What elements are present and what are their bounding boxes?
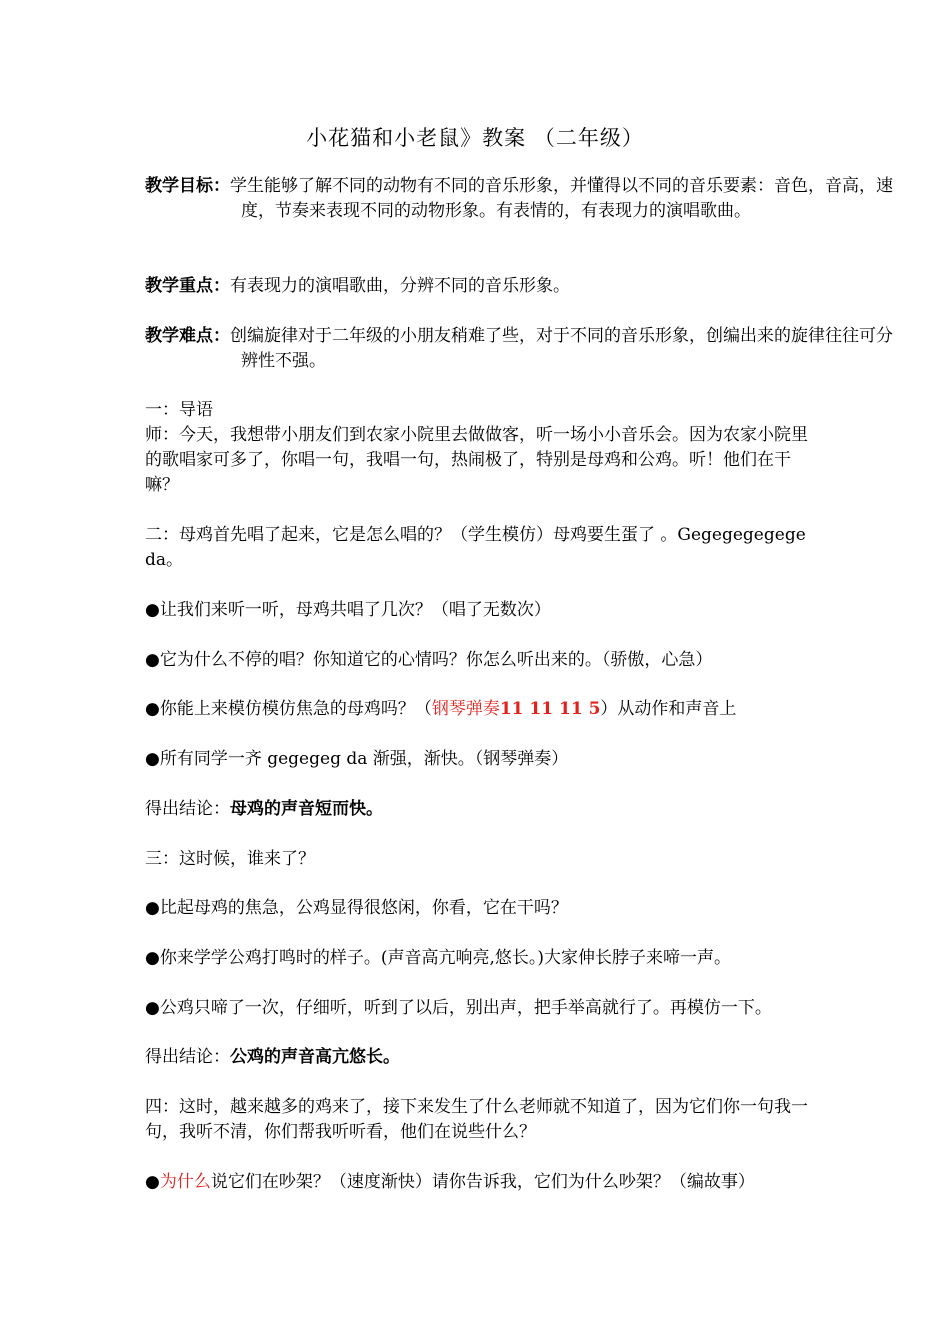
piano-note: 钢琴弹奏: [431, 699, 500, 719]
section-1-text: 师：今天，我想带小朋友们到农家小院里去做做客，听一场小小音乐会。因为农家小院里的歌唱家可多了，你唱一句，我唱一句，热闹极了，特别是母鸡和公鸡。听！他们在干嘛？: [145, 425, 808, 495]
teaching-goal: [145, 174, 906, 224]
section-2-bullet-1: ●让我们来听一听，母鸡共唱了几次？（唱了无数次）: [145, 600, 551, 620]
page-title: 小花猫和小老鼠》教案 （二年级）: [306, 126, 644, 150]
bullet-dot: ●: [145, 1172, 160, 1192]
piano-notes-numbers: 11 11 11 5: [499, 699, 601, 719]
bullet-text: 说它们在吵架？（速度渐快）请你告诉我，它们为什么吵架？（编故事）: [210, 1172, 755, 1192]
conclusion-prefix: 得出结论：: [145, 1047, 230, 1067]
bullet-3-suffix: ）从动作和声音上: [600, 699, 737, 719]
section-1-heading: 一：导语: [145, 400, 213, 420]
section-3-conclusion: [145, 1045, 810, 1070]
teaching-goal-text: 学生能够了解不同的动物有不同的音乐形象，并懂得以不同的音乐要素：音色，音高，速度，节奏来表现不同的动物形象。有表情的，有表现力的演唱歌曲。: [230, 176, 893, 221]
conclusion-prefix: 得出结论：: [145, 799, 230, 819]
key-point-label: 教学重点：: [145, 276, 230, 296]
section-2-bullet-2: ●它为什么不停的唱？你知道它的心情吗？你怎么听出来的。（骄傲，心急）: [145, 650, 713, 670]
section-2-bullet-4: ●所有同学一齐 gegegeg da 渐强，渐快。（钢琴弹奏）: [145, 749, 569, 769]
key-point-text: 有表现力的演唱歌曲，分辨不同的音乐形象。: [230, 276, 570, 296]
highlighted-why: 为什么: [159, 1172, 211, 1192]
bullet-3-prefix: ●你能上来模仿模仿焦急的母鸡吗？（: [145, 699, 432, 719]
section-4-text: 四：这时，越来越多的鸡来了，接下来发生了什么老师就不知道了，因为它们你一句我一句，我听不清，你们帮我听听看，他们在说些什么？: [145, 1097, 808, 1142]
section-1: [145, 398, 810, 498]
section-3-bullet-3: ●公鸡只啼了一次，仔细听，听到了以后，别出声，把手举高就行了。再模仿一下。: [145, 998, 772, 1018]
difficulty-text: 创编旋律对于二年级的小朋友稍难了些，对于不同的音乐形象，创编出来的旋律往往可分辨性不强。: [230, 326, 893, 371]
conclusion-text: 母鸡的声音短而快。: [230, 799, 383, 819]
teaching-difficulty: [145, 324, 906, 374]
teaching-goal-label: 教学目标：: [145, 176, 230, 196]
teaching-key-point: [145, 274, 906, 299]
section-4-bullet-1: [145, 1170, 810, 1195]
section-3-bullet-2: ●你来学学公鸡打鸣时的样子。(声音高亢响亮,悠长。)大家伸长脖子来啼一声。: [145, 948, 732, 968]
difficulty-label: 教学难点：: [145, 326, 230, 346]
conclusion-text: 公鸡的声音高亢悠长。: [230, 1047, 400, 1067]
section-2-bullet-3: [145, 697, 810, 722]
section-2-text: 二：母鸡首先唱了起来，它是怎么唱的？（学生模仿）母鸡要生蛋了 。Gegegegegege da。: [145, 525, 806, 570]
section-3-heading: 三：这时候，谁来了？: [145, 849, 315, 869]
section-3-bullet-1: ●比起母鸡的焦急，公鸡显得很悠闲，你看，它在干吗？: [145, 898, 568, 918]
section-2-conclusion: [145, 797, 810, 822]
